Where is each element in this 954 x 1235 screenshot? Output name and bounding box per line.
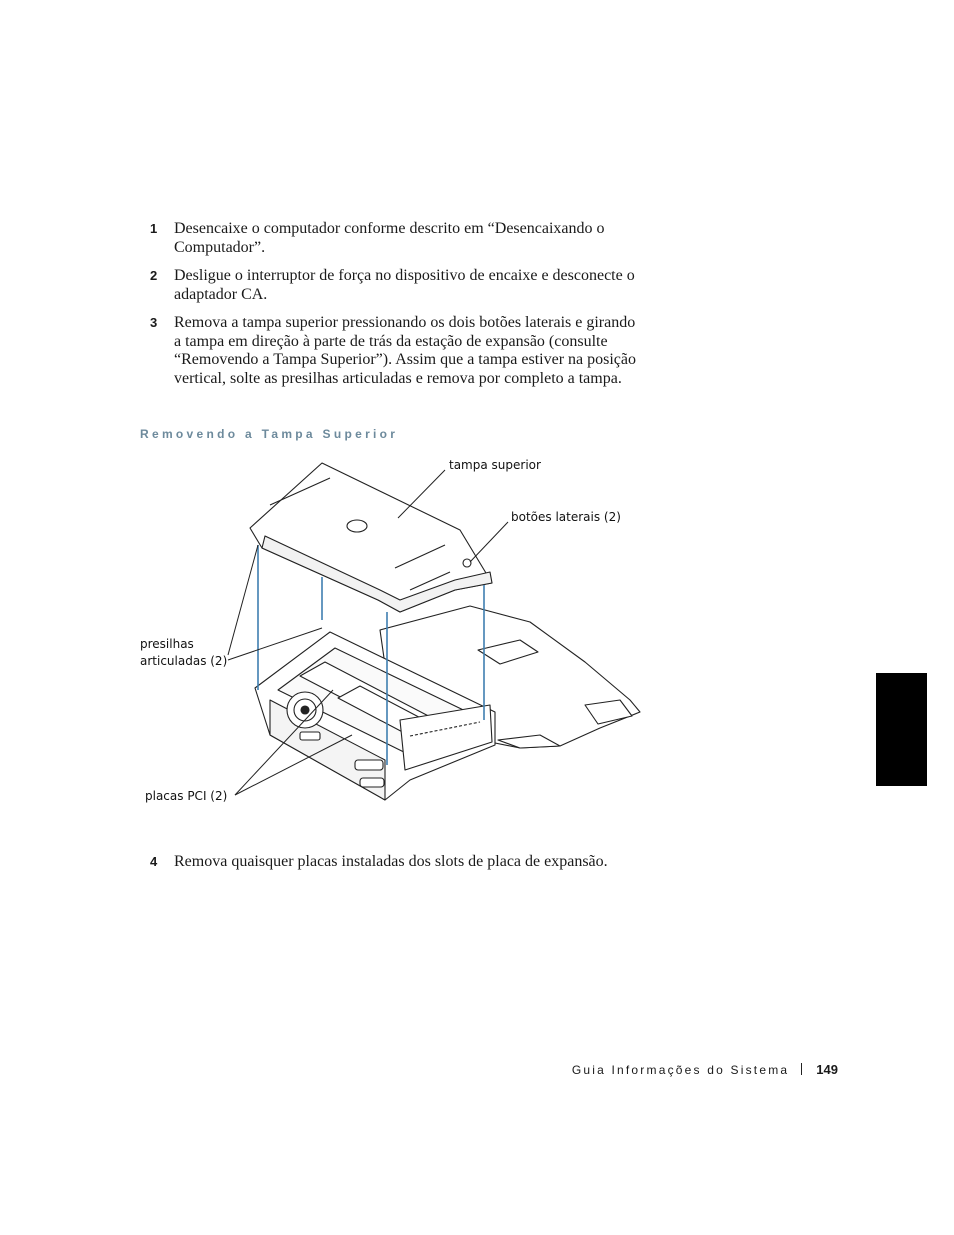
callout-hinge-clips-line1: presilhas <box>140 637 194 651</box>
step-number: 4 <box>150 854 158 869</box>
step-text: Desencaixe o computador conforme descrito em “Desencaixando o Computador”. <box>174 220 605 256</box>
callout-hinge-clips-line2: articuladas (2) <box>140 654 228 668</box>
serial-port <box>355 760 383 770</box>
cover-logo <box>347 520 367 532</box>
callout-side-buttons: botões laterais (2) <box>511 510 621 524</box>
page-footer <box>560 1062 838 1077</box>
parallel-port <box>360 778 384 787</box>
side-button <box>463 559 471 567</box>
step-number: 1 <box>150 221 158 236</box>
section-thumb-tab <box>876 673 927 786</box>
step-text: Remova a tampa superior pressionando os dois botões laterais e girando a tampa em direção à parte de trás da estação de expansão (consulte “Removendo a Tampa Superior”). Assim que a tampa estiver na posição vertical, solte as presilhas articuladas e remova por completo a tampa. <box>174 314 637 387</box>
callout-pci-cards: placas PCI (2) <box>145 789 228 803</box>
step-number: 2 <box>150 268 158 283</box>
footer-title: Guia Informações do Sistema <box>571 1063 790 1077</box>
step-text: Remova quaisquer placas instaladas dos slots de placa de expansão. <box>174 853 608 870</box>
page-number: 149 <box>816 1062 838 1077</box>
step-number: 3 <box>150 315 158 330</box>
footer-separator <box>801 1063 802 1075</box>
step-4 <box>150 853 640 872</box>
callout-top-cover: tampa superior <box>449 458 541 472</box>
figure-caption: Removendo a Tampa Superior <box>140 427 399 441</box>
step-text: Desligue o interruptor de força no dispositivo de encaixe e desconecte o adaptador CA. <box>174 267 635 303</box>
